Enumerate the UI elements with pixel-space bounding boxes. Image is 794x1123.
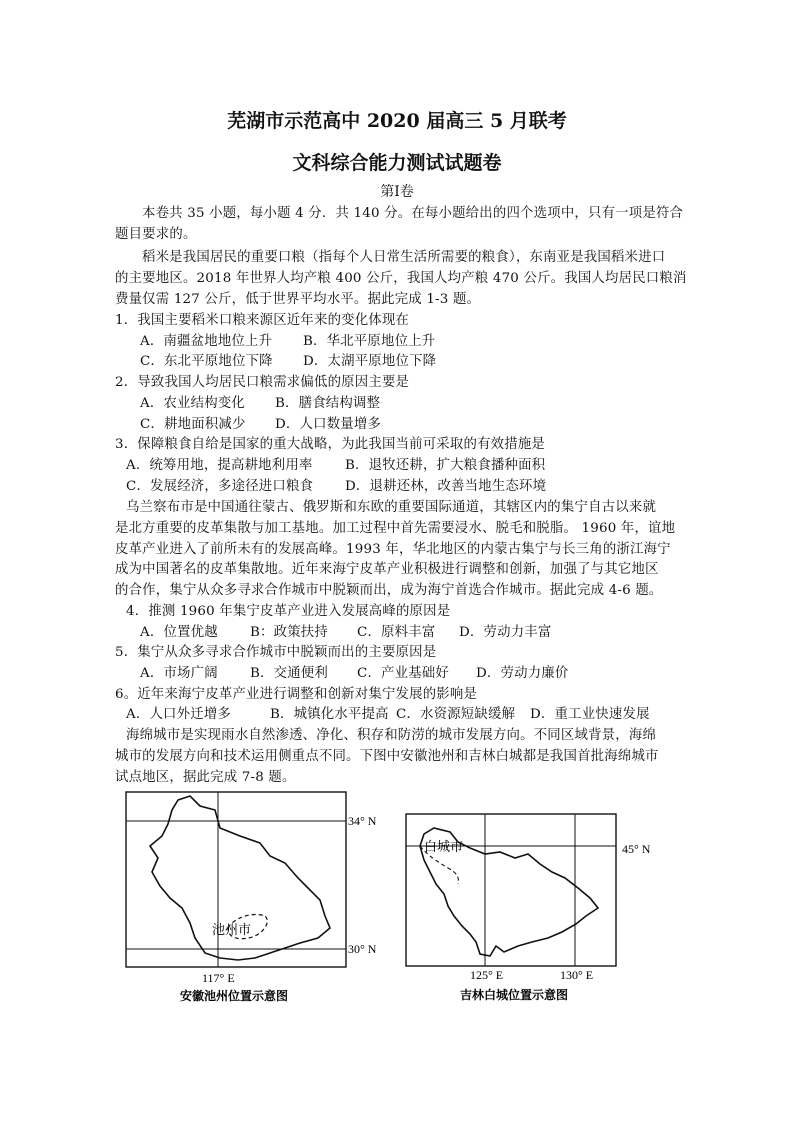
passage-line: 试点地区，据此完成 7-8 题。: [115, 770, 296, 785]
option: C．原料丰富: [357, 625, 436, 640]
question-stem: 4．推测 1960 年集宁皮革产业进入发展高峰的原因是: [126, 604, 451, 619]
passage-line: 是北方重要的皮革集散与加工基地。加工过程中首先需要浸水、脱毛和脱脂。 1960 年，谊地: [115, 521, 676, 536]
passage-line: 海绵城市是实现雨水自然渗透、净化、积存和防涝的城市发展方向。不同区域背景，海绵: [126, 728, 657, 743]
option: A．位置优越: [140, 625, 218, 640]
exam-title: 芜湖市示范高中 2020 届高三 5 月联考: [227, 110, 567, 132]
option: A．南疆盆地地位上升: [140, 334, 273, 349]
passage-line: 城市的发展方向和技术运用侧重点不同。下图中安徽池州和吉林白城都是我国首批海绵城市: [115, 749, 659, 764]
option: D．人口数量增多: [275, 417, 382, 432]
lon-label-117e: 117° E: [202, 971, 235, 985]
lat-label-45n: 45° N: [622, 842, 651, 856]
option: D．劳动力廉价: [476, 666, 569, 681]
option: D．劳动力丰富: [459, 625, 552, 640]
passage-line: 皮革产业进入了前所未有的发展高峰。1993 年，华北地区的内蒙古集宁与长三角的浙江海宁: [115, 542, 671, 557]
option: B．交通便利: [250, 666, 328, 681]
lon-label-130e: 130° E: [560, 968, 594, 982]
section-label: 第Ⅰ卷: [380, 184, 414, 200]
option: C．产业基础好: [357, 666, 449, 681]
passage-line: 成为中国著名的皮革集散地。近年来海宁皮革产业积极进行调整和创新，加强了与其它地区: [115, 562, 659, 577]
chizhou-map: [120, 788, 400, 1003]
option: D．重工业快速发展: [530, 707, 650, 722]
chizhou-label: 池州市: [212, 922, 252, 937]
question-stem: 3．保障粮食自给是国家的重大战略，为此我国当前可采取的有效措施是: [115, 437, 546, 452]
option: B．城镇化水平提高: [270, 707, 389, 722]
option: A．统筹用地，提高耕地利用率: [126, 458, 313, 473]
baicheng-map-svg: [400, 806, 670, 1006]
lon-label-125e: 125° E: [470, 968, 504, 982]
option: C．水资源短缺缓解: [396, 707, 516, 722]
exam-subtitle: 文科综合能力测试试题卷: [292, 152, 502, 174]
passage-line: 乌兰察布市是中国通往蒙古、俄罗斯和东欧的重要国际通道，其辖区内的集宁自古以来就: [126, 500, 657, 515]
question-stem: 6。近年来海宁皮革产业进行调整和创新对集宁发展的影响是: [115, 687, 478, 702]
map-frame: [406, 814, 616, 966]
passage-line: 的主要地区。2018 年世界人均产粮 400 公斤，我国人均产粮 470 公斤。我国人均居民口粮消: [115, 271, 687, 286]
baicheng-map: [400, 806, 670, 1006]
map-frame: [126, 792, 346, 967]
question-stem: 2．导致我国人均居民口粮需求偏低的原因主要是: [115, 375, 410, 390]
option: C．东北平原地位下降: [140, 354, 273, 369]
question-stem: 1．我国主要稻米口粮来源区近年来的变化体现在: [115, 313, 410, 328]
question-stem: 5．集宁从众多寻求合作城市中脱颖而出的主要原因是: [115, 645, 437, 660]
option: A．农业结构变化: [140, 396, 246, 411]
passage-line: 费量仅需 127 公斤，低于世界平均水平。据此完成 1-3 题。: [115, 292, 481, 307]
option: B：政策扶持: [250, 625, 328, 640]
intro-line: 本卷共 35 小题，每小题 4 分．共 140 分。在每小题给出的四个选项中，只有一项是符合: [142, 206, 684, 221]
passage-line: 的合作，集宁从众多寻求合作城市中脱颖而出，成为海宁首选合作城市。据此完成 4-6 题。: [115, 583, 663, 598]
lat-label-34n: 34° N: [348, 814, 377, 828]
option: C．发展经济，多途径进口粮食: [126, 479, 314, 494]
passage-line: 稻米是我国居民的重要口粮（指每个人日常生活所需要的粮食），东南亚是我国稻米进口: [142, 250, 666, 265]
option: A．人口外迁增多: [126, 707, 232, 722]
option: C．耕地面积减少: [140, 417, 246, 432]
option: B．华北平原地位上升: [303, 334, 436, 349]
option: B．退牧还耕，扩大粮食播种面积: [345, 458, 546, 473]
option: D．太湖平原地位下降: [303, 354, 437, 369]
lat-label-30n: 30° N: [348, 942, 377, 956]
baicheng-caption: 吉林白城位置示意图: [460, 988, 569, 1002]
chizhou-caption: 安徽池州位置示意图: [180, 989, 289, 1003]
option: D．退耕还林，改善当地生态环境: [345, 479, 547, 494]
intro-line: 题目要求的。: [115, 227, 197, 242]
option: A．市场广阔: [140, 666, 218, 681]
chizhou-map-svg: [120, 788, 400, 1003]
baicheng-label: 白城市: [424, 839, 464, 854]
option: B．膳食结构调整: [275, 396, 381, 411]
